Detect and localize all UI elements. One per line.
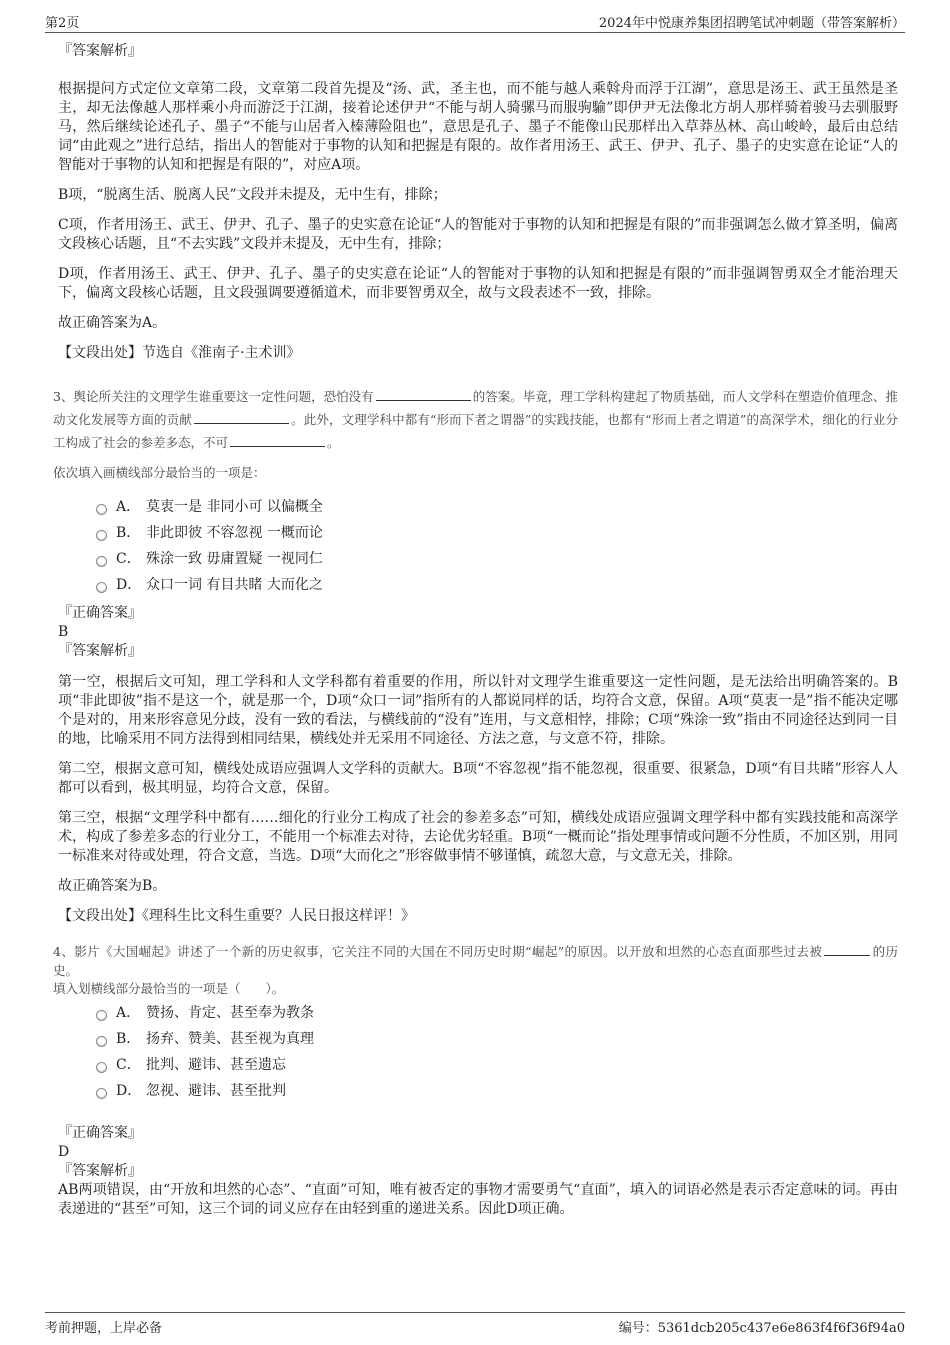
footer-slogan: 考前押题，上岸必备 (45, 1321, 163, 1336)
source-citation: 【文段出处】节选自《淮南子·主术训》 (58, 345, 301, 361)
analysis-paragraph: 第二空，根据文意可知，横线处成语应强调人文学科的贡献大。B项“不容忽视”指不能忽视，很重要、很紧急，D项“有目共睹”形容人人都可以看到，极其明显，均符合文意，保留。 (58, 761, 898, 796)
radio-icon[interactable] (96, 504, 107, 515)
page-footer (45, 1312, 905, 1336)
radio-icon[interactable] (96, 530, 107, 541)
option-text: 众口一词 有目共睹 大而化之 (146, 577, 323, 593)
document-body (53, 42, 898, 1230)
analysis-label: 『答案解析』 (58, 43, 142, 59)
question-4 (53, 942, 898, 998)
option-text: 殊涂一致 毋庸置疑 一视同仁 (146, 551, 323, 567)
stem-text: 的历史。 (53, 944, 898, 978)
option-d[interactable] (96, 1078, 898, 1104)
question-3 (53, 385, 898, 482)
question-stem (53, 942, 898, 980)
radio-icon[interactable] (96, 582, 107, 593)
correct-answer-statement: 故正确答案为A。 (58, 315, 167, 331)
fill-blank (376, 388, 471, 401)
option-letter: A． (116, 1005, 141, 1021)
stem-text: 的答案。毕竟，理工学科构建起了物质基础，而人文学科在塑造价值理念、推动文化发展等方面的贡献 (53, 389, 898, 427)
analysis-paragraph: B项，“脱离生活、脱离人民”文段并未提及，无中生有，排除； (58, 187, 447, 203)
question-stem (53, 385, 898, 454)
option-text: 批判、避讳、甚至遗忘 (146, 1057, 286, 1073)
option-letter: C． (116, 551, 141, 567)
document-id: 编号：5361dcb205c437e6e863f4f6f36f94a0 (618, 1321, 905, 1336)
analysis-label: 『答案解析』 (58, 1163, 142, 1179)
option-b[interactable] (96, 1026, 898, 1052)
option-b[interactable] (96, 520, 898, 546)
option-text: 忽视、避讳、甚至批判 (146, 1083, 286, 1099)
fill-blank (194, 411, 289, 424)
option-letter: C． (116, 1057, 141, 1073)
option-text: 扬弃、赞美、甚至视为真理 (146, 1031, 314, 1047)
option-letter: B． (116, 1031, 141, 1047)
correct-answer-statement: 故正确答案为B。 (58, 878, 167, 894)
stem-text: 4、影片《大国崛起》讲述了一个新的历史叙事，它关注不同的大国在不同历史时期“崛起”的原因。以开放和坦然的心态直面那些过去被 (53, 944, 823, 959)
radio-icon[interactable] (96, 1062, 107, 1073)
previous-question-analysis (58, 42, 898, 363)
stem-text: 。 (327, 435, 340, 450)
source-citation: 【文段出处】《理科生比文科生重要？人民日报这样评！》 (58, 908, 415, 924)
option-letter: D． (116, 1083, 142, 1099)
analysis-label: 『答案解析』 (58, 643, 142, 659)
question-prompt: 依次填入画横线部分最恰当的一项是： (53, 465, 266, 480)
option-letter: A． (116, 499, 141, 515)
option-c[interactable] (96, 1052, 898, 1078)
correct-answer-label: 『正确答案』 (58, 605, 142, 621)
options-list (96, 494, 898, 598)
radio-icon[interactable] (96, 1036, 107, 1047)
fill-blank (230, 434, 325, 447)
option-d[interactable] (96, 572, 898, 598)
correct-answer: B (58, 624, 69, 640)
page-header (45, 12, 905, 33)
analysis-paragraph: 根据提问方式定位文章第二段，文章第二段首先提及“汤、武，圣主也，而不能与越人乘斡舟而浮于江湖”，意思是汤王、武王虽然是圣主，却无法像越人那样乘小舟而游泛于江湖，接着论述伊尹“不能与胡人骑骡马而服驹騟”即伊尹无法像北方胡人那样骑着骏马去驯服野马，然后继续论述孔子、墨子“不能与山居者入榛薄险阻也”，意思是孔子、墨子不能像山民那样出入草莽丛林、高山峻岭，最后由总结词“由此观之”进行总结，指出人的智能对于事物的认知和把握是有限的。故作者用汤王、武王、伊尹、孔子、墨子的史实意在论证“人的智能对于事物的认知和把握是有限的”，对应A项。 (58, 81, 898, 173)
options-list (96, 1000, 898, 1104)
option-a[interactable] (96, 1000, 898, 1026)
correct-answer: D (58, 1144, 70, 1160)
document-title: 2024年中悦康养集团招聘笔试冲刺题（带答案解析） (598, 16, 905, 31)
option-letter: B． (116, 525, 141, 541)
stem-text: 。此外，文理学科中都有“形而下者之谓器”的实践技能，也都有“形而上者之谓道”的高深学术，细化的行业分工构成了社会的参差多态，不可 (53, 412, 898, 450)
fill-blank (824, 943, 870, 956)
correct-answer-label: 『正确答案』 (58, 1125, 142, 1141)
option-c[interactable] (96, 546, 898, 572)
option-text: 赞扬、肯定、甚至奉为教条 (146, 1005, 314, 1021)
analysis-paragraph: C项，作者用汤王、武王、伊尹、孔子、墨子的史实意在论证“人的智能对于事物的认知和把握是有限的”而非强调怎么做才算圣明，偏离文段核心话题，且“不去实践”文段并未提及，无中生有，排除； (58, 217, 898, 252)
analysis-paragraph: 第三空，根据“文理学科中都有……细化的行业分工构成了社会的参差多态”可知，横线处成语应强调文理学科中都有实践技能和高深学术，构成了参差多态的行业分工，不能用一个标准去对待，去论优劣轻重。B项“一概而论”指处理事情或问题不分性质，不加区别，用同一标准来对待或处理，符合文意，当选。D项“大而化之”形容做事情不够谨慎，疏忽大意，与文意无关，排除。 (58, 810, 898, 864)
radio-icon[interactable] (96, 1088, 107, 1099)
option-text: 莫衷一是 非同小可 以偏概全 (146, 499, 323, 515)
radio-icon[interactable] (96, 556, 107, 567)
page-number: 第2页 (45, 16, 80, 31)
radio-icon[interactable] (96, 1010, 107, 1021)
option-a[interactable] (96, 494, 898, 520)
option-letter: D． (116, 577, 142, 593)
stem-text: 3、舆论所关注的文理学生谁重要这一定性问题，恐怕没有 (53, 389, 374, 404)
analysis-paragraph: 第一空，根据后文可知，理工学科和人文学科都有着重要的作用，所以针对文理学生谁重要这一定性问题，是无法给出明确答案的。B项“非此即彼”指不是这一个，就是那一个，D项“众口一词”指所有的人都说同样的话，均符合文意，保留。A项“莫衷一是”指不能决定哪个是对的，用来形容意见分歧，没有一致的看法，与横线前的“没有”连用，与文意相悖，排除；C项“殊涂一致”指由不同途径达到同一目的地，比喻采用不同方法得到相同结果，横线处并无采用不同途径、方法之意，与文意不符，排除。 (58, 674, 898, 747)
analysis-paragraph: D项，作者用汤王、武王、伊尹、孔子、墨子的史实意在论证“人的智能对于事物的认知和把握是有限的”而非强调智勇双全才能治理天下，偏离文段核心话题，且文段强调要遵循道术，而非要智勇双全，故与文段表述不一致，排除。 (58, 266, 898, 301)
option-text: 非此即彼 不容忽视 一概而论 (146, 525, 323, 541)
question-prompt: 填入划横线部分最恰当的一项是（ ）。 (53, 981, 285, 996)
analysis-paragraph: AB两项错误，由“开放和坦然的心态”、“直面”可知，唯有被否定的事物才需要勇气“直面”，填入的词语必然是表示否定意味的词。再由表递进的“甚至”可知，这三个词的词义应存在由轻到重的递进关系。因此D项正确。 (58, 1182, 898, 1217)
